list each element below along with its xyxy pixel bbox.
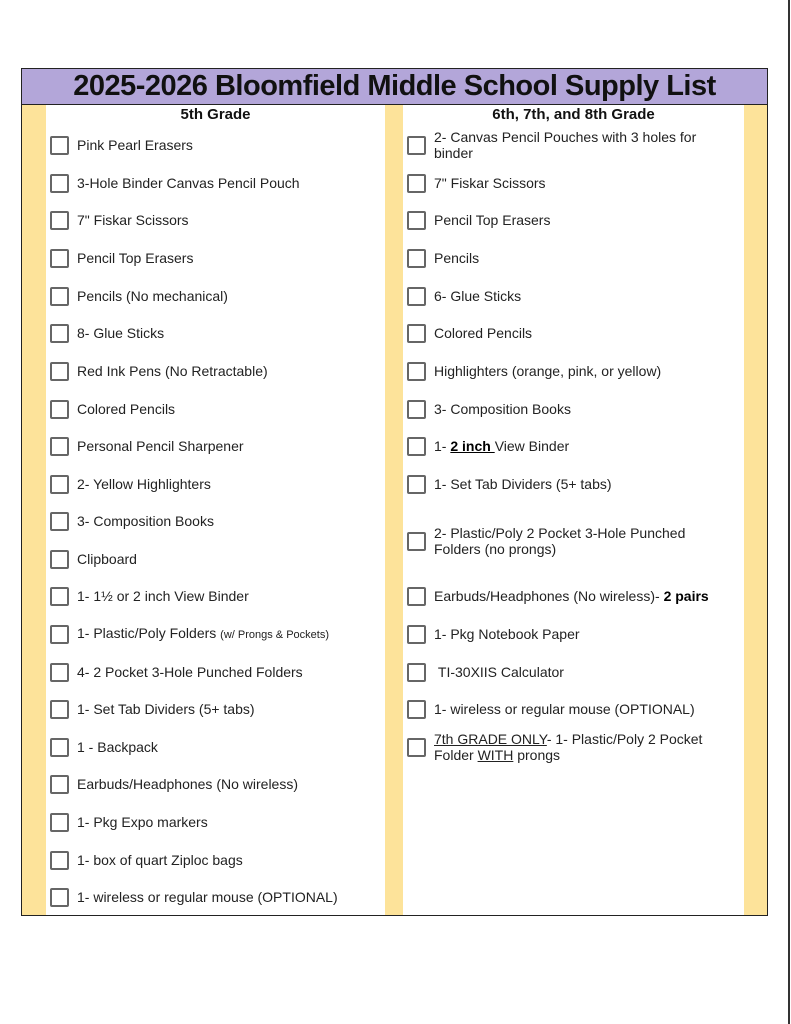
- item-label-part: 8- Glue Sticks: [77, 325, 165, 341]
- item-label: [77, 664, 303, 680]
- item-label: [77, 212, 189, 228]
- item-label-part: 1- Plastic/Poly Folders: [77, 625, 221, 641]
- item-label-part: View Binder: [494, 438, 570, 454]
- checkbox[interactable]: [50, 888, 69, 907]
- checklist-item[interactable]: [50, 392, 380, 426]
- checklist-item[interactable]: [50, 203, 380, 237]
- checkbox[interactable]: [407, 437, 426, 456]
- item-label: [434, 363, 661, 379]
- yellow-margin-strip: [385, 105, 403, 915]
- item-label-part: Pencils: [434, 250, 480, 266]
- checklist-item[interactable]: [50, 617, 380, 651]
- checklist-item[interactable]: [407, 166, 727, 200]
- checkbox[interactable]: [407, 700, 426, 719]
- item-label-part: Pencil Top Erasers: [434, 212, 551, 228]
- checklist-item[interactable]: [407, 354, 727, 388]
- checkbox[interactable]: [407, 587, 426, 606]
- checkbox[interactable]: [50, 249, 69, 268]
- checklist-item[interactable]: [407, 316, 727, 350]
- checkbox[interactable]: [50, 663, 69, 682]
- checklist-item[interactable]: [407, 692, 727, 726]
- item-label: [434, 525, 727, 557]
- item-label: [77, 625, 329, 643]
- checkbox[interactable]: [407, 738, 426, 757]
- item-label-part: 7th GRADE ONLY: [434, 731, 547, 747]
- item-label-part: Highlighters (orange, pink, or yellow): [434, 363, 662, 379]
- item-label: [77, 852, 243, 868]
- item-label-part: 1- Pkg Expo markers: [77, 814, 208, 830]
- item-label: [77, 889, 338, 905]
- item-label-part: prongs: [513, 747, 561, 763]
- item-label-part: Colored Pencils: [434, 325, 533, 341]
- checkbox[interactable]: [50, 437, 69, 456]
- item-label: [434, 731, 727, 763]
- item-label: [77, 137, 193, 153]
- checklist-item[interactable]: [407, 279, 727, 313]
- column-heading: 5th Grade: [180, 106, 251, 123]
- item-label: [434, 664, 564, 680]
- checkbox[interactable]: [407, 475, 426, 494]
- item-label: [77, 250, 193, 266]
- item-label-part: 3- Composition Books: [77, 513, 214, 529]
- checklist-item[interactable]: [50, 692, 380, 726]
- item-label-part: TI-30XIIS Calculator: [434, 664, 564, 680]
- item-label-part: 2- Canvas Pencil Pouches with 3 holes for binder: [434, 129, 701, 161]
- checklist-item[interactable]: [50, 504, 380, 538]
- checklist-item[interactable]: [50, 128, 380, 162]
- checkbox[interactable]: [50, 211, 69, 230]
- checklist-item[interactable]: [407, 655, 727, 689]
- checkbox[interactable]: [50, 813, 69, 832]
- checklist-item[interactable]: [407, 128, 727, 162]
- item-label-part: 1- Pkg Notebook Paper: [434, 626, 580, 642]
- checkbox[interactable]: [50, 287, 69, 306]
- item-label: [77, 588, 249, 604]
- column-heading: 6th, 7th, and 8th Grade: [492, 106, 655, 123]
- checklist-item[interactable]: [407, 429, 727, 463]
- checkbox[interactable]: [407, 287, 426, 306]
- checkbox[interactable]: [50, 362, 69, 381]
- yellow-margin-strip: [744, 105, 767, 915]
- checkbox[interactable]: [50, 775, 69, 794]
- item-label: [77, 513, 214, 529]
- item-label-part: 7" Fiskar Scissors: [434, 175, 546, 191]
- item-label: [77, 776, 298, 792]
- item-label-part: (w/ Prongs & Pockets): [220, 629, 329, 641]
- item-label-part: Clipboard: [77, 551, 137, 567]
- checkbox[interactable]: [407, 211, 426, 230]
- item-label: [434, 438, 569, 454]
- checkbox[interactable]: [407, 663, 426, 682]
- checkbox[interactable]: [407, 362, 426, 381]
- checklist-item[interactable]: [407, 392, 727, 426]
- item-label-part: 3-Hole Binder Canvas Pencil Pouch: [77, 175, 300, 191]
- item-label-part: - 1- Plastic/Poly 2 Pocket Folder: [434, 731, 707, 763]
- checkbox[interactable]: [407, 136, 426, 155]
- checklist-item[interactable]: [407, 467, 727, 501]
- checkbox[interactable]: [50, 475, 69, 494]
- item-label-part: 3- Composition Books: [434, 401, 571, 417]
- item-label: [77, 476, 211, 492]
- item-label-part: 1 - Backpack: [77, 739, 158, 755]
- item-label: [434, 129, 727, 161]
- checkbox[interactable]: [407, 400, 426, 419]
- checklist-item[interactable]: [50, 655, 380, 689]
- item-label-part: 2 inch: [450, 438, 495, 454]
- item-label-part: 1- Set Tab Dividers (5+ tabs): [77, 701, 255, 717]
- item-label: [77, 739, 158, 755]
- item-label: [77, 175, 300, 191]
- checklist-item[interactable]: [50, 730, 380, 764]
- checkbox[interactable]: [407, 249, 426, 268]
- item-label: [77, 551, 137, 567]
- checkbox[interactable]: [50, 324, 69, 343]
- checklist-item[interactable]: [50, 316, 380, 350]
- item-label-part: Earbuds/Headphones (No wireless)-: [434, 588, 664, 604]
- checkbox[interactable]: [50, 738, 69, 757]
- item-label: [434, 288, 521, 304]
- item-label: [434, 588, 709, 604]
- checklist-item[interactable]: [407, 241, 727, 275]
- page-edge-line: [788, 0, 790, 1024]
- checklist-item[interactable]: [50, 542, 380, 576]
- checklist-item[interactable]: [50, 880, 380, 914]
- item-label-part: Red Ink Pens (No Retractable): [77, 363, 268, 379]
- item-label: [434, 212, 550, 228]
- checklist-item[interactable]: [407, 730, 727, 764]
- item-label: [77, 363, 268, 379]
- checklist-item[interactable]: [50, 166, 380, 200]
- item-label: [77, 288, 228, 304]
- checklist-item[interactable]: [407, 203, 727, 237]
- item-label: [434, 476, 612, 492]
- item-label: [434, 325, 532, 341]
- item-label: [434, 401, 571, 417]
- item-label: [77, 401, 175, 417]
- item-label: [77, 814, 208, 830]
- checkbox[interactable]: [50, 550, 69, 569]
- item-label-part: Pencil Top Erasers: [77, 250, 194, 266]
- page-title: 2025-2026 Bloomfield Middle School Supply List: [22, 69, 767, 105]
- item-label-part: Pink Pearl Erasers: [77, 137, 193, 153]
- item-label-part: Pencils (No mechanical): [77, 288, 228, 304]
- item-label: [77, 438, 244, 454]
- item-label-part: 1-: [434, 438, 451, 454]
- checkbox[interactable]: [407, 532, 426, 551]
- item-label-part: 7" Fiskar Scissors: [77, 212, 189, 228]
- item-label-part: 2 pairs: [663, 588, 709, 604]
- item-label-part: 4- 2 Pocket 3-Hole Punched Folders: [77, 664, 303, 680]
- checklist-item[interactable]: [50, 467, 380, 501]
- item-label: [434, 626, 580, 642]
- checklist-item[interactable]: [50, 767, 380, 801]
- checkbox[interactable]: [50, 587, 69, 606]
- item-label-part: 1- Set Tab Dividers (5+ tabs): [434, 476, 612, 492]
- checklist-item[interactable]: [50, 354, 380, 388]
- checkbox[interactable]: [50, 851, 69, 870]
- item-label: [434, 701, 695, 717]
- checkbox[interactable]: [407, 324, 426, 343]
- checkbox[interactable]: [50, 700, 69, 719]
- item-label-part: 1- box of quart Ziploc bags: [77, 852, 243, 868]
- yellow-margin-strip: [22, 105, 46, 915]
- item-label-part: Colored Pencils: [77, 401, 176, 417]
- item-label-part: 1- wireless or regular mouse (OPTIONAL): [77, 889, 338, 905]
- item-label-part: 6- Glue Sticks: [434, 288, 522, 304]
- checklist-item[interactable]: [50, 843, 380, 877]
- checklist-item[interactable]: [50, 429, 380, 463]
- supply-list-table: [21, 68, 768, 916]
- checkbox[interactable]: [50, 136, 69, 155]
- item-label: [77, 701, 255, 717]
- item-label: [77, 325, 164, 341]
- checklist-item[interactable]: [50, 279, 380, 313]
- checkbox[interactable]: [407, 174, 426, 193]
- checkbox[interactable]: [50, 625, 69, 644]
- checkbox[interactable]: [50, 174, 69, 193]
- item-label-part: 1- wireless or regular mouse (OPTIONAL): [434, 701, 695, 717]
- item-label-part: 2- Plastic/Poly 2 Pocket 3-Hole Punched Folders (no prongs): [434, 525, 690, 557]
- checklist-item[interactable]: [50, 241, 380, 275]
- item-label-part: WITH: [477, 747, 514, 763]
- item-label-part: Earbuds/Headphones (No wireless): [77, 776, 298, 792]
- item-label-part: Personal Pencil Sharpener: [77, 438, 244, 454]
- checkbox[interactable]: [50, 400, 69, 419]
- checklist-item[interactable]: [50, 805, 380, 839]
- item-label: [434, 175, 546, 191]
- item-label-part: 2- Yellow Highlighters: [77, 476, 211, 492]
- item-label: [434, 250, 479, 266]
- checkbox[interactable]: [50, 512, 69, 531]
- checkbox[interactable]: [407, 625, 426, 644]
- checklist-item[interactable]: [407, 617, 727, 651]
- checklist-item[interactable]: [50, 579, 380, 613]
- item-label-part: 1- 1½ or 2 inch View Binder: [77, 588, 249, 604]
- checklist-item[interactable]: [407, 524, 727, 558]
- checklist-item[interactable]: [407, 579, 727, 613]
